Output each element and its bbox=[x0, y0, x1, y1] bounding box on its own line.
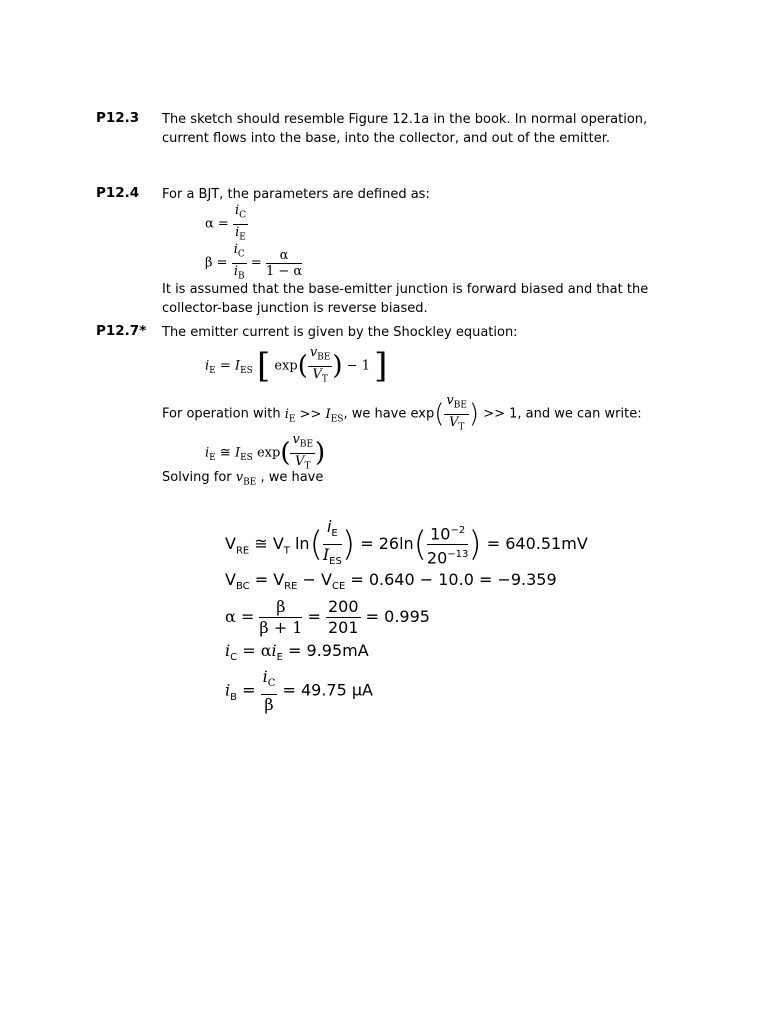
vbe-calculation: $V_{RE}$ ≅ $V_T$ ln( $\frac{i_E}{I_{ES}}$ ) = 26ln( $\frac{10^{-2}}{20^{-13}}$ ) = 640.51mV bbox=[225, 517, 588, 568]
problem-label-p12-3: P12.3 bbox=[96, 110, 140, 126]
problem-label-p12-4: P12.4 bbox=[96, 185, 140, 201]
beta-definition: β = $\frac{i_C}{i_B}$ = $\frac{\alpha}{1 - \alpha}$ bbox=[205, 242, 303, 282]
alpha-calculation: α = $\frac{\beta}{\beta + 1}$ = $\frac{200}{201}$ = 0.995 bbox=[225, 597, 430, 637]
ib-calculation: $i_B$ = $\frac{i_C}{\beta}$ = 49.75 μA bbox=[225, 667, 373, 715]
p12-4-intro: For a BJT, the parameters are defined as: bbox=[162, 187, 430, 202]
approx-emitter-current: $i_E$ ≅ $I_{ES}$ exp( $\frac{v_{BE}}{V_T}$ ) bbox=[205, 432, 326, 472]
problem-label-p12-7: P12.7* bbox=[96, 323, 147, 339]
operation-condition: For operation with $i_E >> I_{ES}$, we have exp( $\frac{v_{BE}}{V_T}$ ) >> 1, and we can write: bbox=[162, 393, 642, 433]
solving-text: Solving for $v_{BE}$ , we have bbox=[162, 470, 324, 488]
shockley-equation: $i_E = I_{ES}$ [ exp( $\frac{v_{BE}}{V_T}$ ) − 1 ] bbox=[205, 345, 388, 387]
ic-calculation: $i_C = \alpha i_E = 9.95mA$ bbox=[225, 641, 369, 664]
p12-4-conclusion: It is assumed that the base-emitter junction is forward biased and that the collector-base junction is reverse biased. bbox=[162, 282, 649, 316]
p12-7-intro: The emitter current is given by the Shockley equation: bbox=[162, 325, 518, 340]
vbc-calculation: $V_{BC} = V_{RE} - V_{CE} = 0.640 - 10.0 = -9.359$ bbox=[225, 570, 557, 593]
problem-text-p12-3: The sketch should resemble Figure 12.1a in the book. In normal operation, current flows into the base, into the collector, and out of the emitter. bbox=[162, 112, 648, 146]
alpha-definition: α = $\frac{i_C}{i_E}$ bbox=[205, 203, 247, 243]
